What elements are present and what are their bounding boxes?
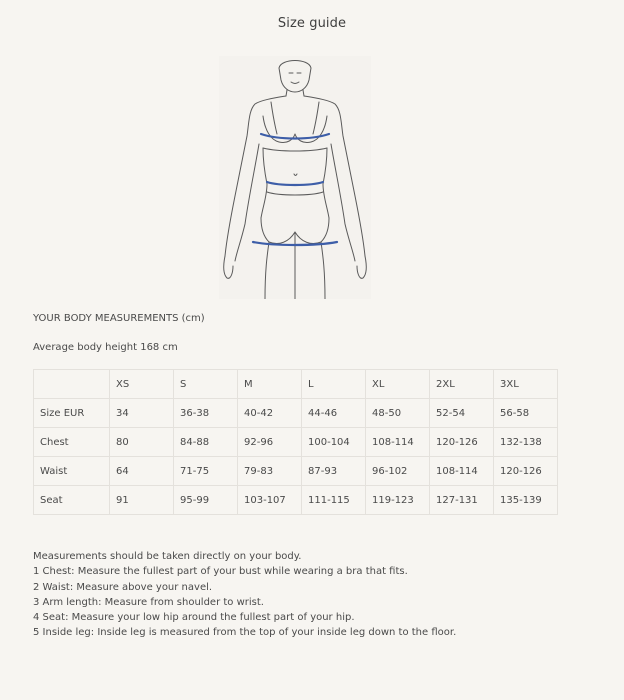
table-cell: 56-58 bbox=[494, 399, 558, 428]
table-row bbox=[34, 399, 558, 428]
table-header-cell: XS bbox=[110, 370, 174, 399]
table-cell: 87-93 bbox=[302, 457, 366, 486]
table-cell: Chest bbox=[34, 428, 110, 457]
table-header-cell: L bbox=[302, 370, 366, 399]
table-row bbox=[34, 457, 558, 486]
measurement-notes bbox=[33, 549, 456, 641]
table-row bbox=[34, 486, 558, 515]
table-cell: 95-99 bbox=[174, 486, 238, 515]
table-cell: 132-138 bbox=[494, 428, 558, 457]
table-header-row bbox=[34, 370, 558, 399]
table-cell: 119-123 bbox=[366, 486, 430, 515]
measurements-heading: YOUR BODY MEASUREMENTS (cm) bbox=[33, 313, 205, 324]
table-header-cell: 2XL bbox=[430, 370, 494, 399]
size-table bbox=[33, 369, 558, 515]
table-header-cell: 3XL bbox=[494, 370, 558, 399]
table-cell: 64 bbox=[110, 457, 174, 486]
table-cell: 91 bbox=[110, 486, 174, 515]
table-cell: 103-107 bbox=[238, 486, 302, 515]
table-cell: 92-96 bbox=[238, 428, 302, 457]
table-cell: 100-104 bbox=[302, 428, 366, 457]
note-line: 3 Arm length: Measure from shoulder to wrist. bbox=[33, 596, 264, 608]
table-cell: 40-42 bbox=[238, 399, 302, 428]
note-line: 5 Inside leg: Inside leg is measured from the top of your inside leg down to the floor. bbox=[33, 627, 457, 639]
page-title: Size guide bbox=[277, 16, 347, 31]
table-header-cell: S bbox=[174, 370, 238, 399]
table-cell: 80 bbox=[110, 428, 174, 457]
table-row bbox=[34, 428, 558, 457]
table-header-cell bbox=[34, 370, 110, 399]
table-cell: 36-38 bbox=[174, 399, 238, 428]
table-cell: 71-75 bbox=[174, 457, 238, 486]
table-cell: Seat bbox=[34, 486, 110, 515]
table-cell: 127-131 bbox=[430, 486, 494, 515]
average-body-height: Average body height 168 cm bbox=[33, 342, 178, 353]
body-measurement-figure-icon bbox=[219, 56, 371, 299]
table-header-cell: XL bbox=[366, 370, 430, 399]
note-line: 2 Waist: Measure above your navel. bbox=[33, 581, 213, 593]
note-line: 4 Seat: Measure your low hip around the fullest part of your hip. bbox=[33, 612, 355, 624]
table-cell: 34 bbox=[110, 399, 174, 428]
table-header-cell: M bbox=[238, 370, 302, 399]
table-cell: 44-46 bbox=[302, 399, 366, 428]
table-cell: 135-139 bbox=[494, 486, 558, 515]
table-cell: Size EUR bbox=[34, 399, 110, 428]
table-cell: 84-88 bbox=[174, 428, 238, 457]
table-cell: 48-50 bbox=[366, 399, 430, 428]
table-cell: 96-102 bbox=[366, 457, 430, 486]
table-cell: 111-115 bbox=[302, 486, 366, 515]
table-cell: 120-126 bbox=[494, 457, 558, 486]
note-line: 1 Chest: Measure the fullest part of your bust while wearing a bra that fits. bbox=[33, 566, 408, 578]
table-cell: 120-126 bbox=[430, 428, 494, 457]
table-cell: 52-54 bbox=[430, 399, 494, 428]
table-cell: 108-114 bbox=[430, 457, 494, 486]
table-cell: Waist bbox=[34, 457, 110, 486]
table-cell: 108-114 bbox=[366, 428, 430, 457]
table-cell: 79-83 bbox=[238, 457, 302, 486]
note-line: Measurements should be taken directly on your body. bbox=[33, 551, 302, 562]
